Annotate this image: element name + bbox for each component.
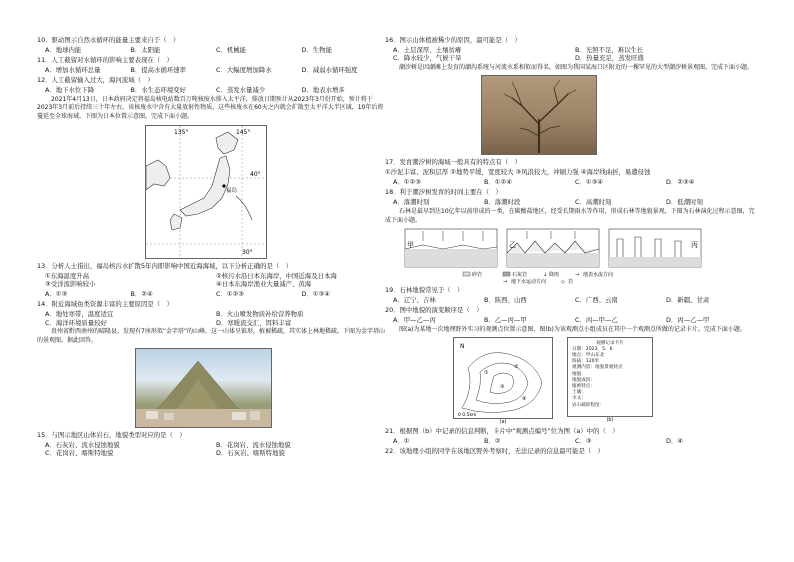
svg-text:丙: 丙 [691, 241, 698, 250]
kyushu-shape [170, 214, 182, 230]
passage-field-trip: 图(a)为某地一次地理野外实习的观测点位置示意图，图(b)为该观测点小组成员在其中一个观测点所做的记录卡片。完成下面小题。 [399, 326, 746, 333]
panel-jia [405, 229, 497, 267]
q17-options [393, 178, 757, 186]
q13-options [45, 290, 387, 298]
q11-options [45, 66, 387, 74]
svg-text:↓: ↓ [543, 272, 548, 279]
svg-text:①: ① [484, 369, 489, 376]
svg-text:石灰岩: 石灰岩 [512, 272, 528, 279]
q19-option-b[interactable]: B．陕西、山西 [484, 296, 527, 305]
q11-option-b[interactable]: B．提高水循环速率 [130, 65, 187, 74]
q15-option-a[interactable]: A．石灰岩、流水侵蚀地貌 [45, 440, 120, 449]
q22-stem: 22．该地理小组的同学在该地区野外考察时，无法记录的信息最可能是（ ） [385, 447, 605, 456]
svg-text:岩: 岩 [568, 279, 574, 286]
q10-option-c[interactable]: C．机械能 [216, 45, 247, 54]
q20-options [393, 316, 757, 324]
q13-item-4: ④日本东海岸渔业大量减产、黄海 [216, 280, 312, 289]
svg-text:地表水流方向: 地表水流方向 [583, 272, 614, 279]
svg-text:②: ② [514, 363, 519, 370]
q20-option-c[interactable]: C．丙—甲—乙 [575, 316, 618, 325]
q14-option-c[interactable]: C．海洋环境质量较好 [45, 318, 107, 327]
q17-stem: 17．发育潮汐树的海域一般具有的特点有（ ） [385, 158, 521, 167]
q16-option-d[interactable]: D．热量充足，蒸发旺盛 [575, 54, 644, 63]
card-line: 水文： [572, 396, 586, 402]
q12-option-a[interactable]: A．地下水位下降 [45, 85, 95, 94]
q18-options [393, 198, 757, 206]
q11-option-c[interactable]: C．大幅度增加降水 [216, 65, 272, 74]
left-column [37, 36, 387, 459]
q21-option-b[interactable]: B．② [484, 437, 501, 446]
q11-option-d[interactable]: D．减弱水循环强度 [301, 65, 358, 74]
q11-option-a[interactable]: A．增加水循环总量 [45, 65, 101, 74]
figure-a-caption: (a) [499, 418, 507, 425]
contour-map-svg [454, 338, 552, 418]
q11-stem: 11．人工截留对水循环的影响主要表现在（ ） [37, 55, 173, 64]
q10-options [45, 46, 387, 54]
q12-option-c[interactable]: C．蒸发水量减少 [216, 85, 266, 94]
q15-option-b[interactable]: B．花岗岩、流水侵蚀地貌 [216, 440, 291, 449]
svg-text:甲: 甲 [407, 241, 414, 250]
card-line: 观测内容：地貌景观特点 [572, 365, 623, 371]
q14-option-d[interactable]: D．寒暖流交汇，饵料丰富 [216, 318, 292, 327]
q13-item-3: ③受洋流影响较小 [45, 280, 96, 289]
q10-option-d[interactable]: D．生物能 [301, 45, 332, 54]
panel-bing [609, 229, 701, 267]
q21-stem: 21．根据图（b）中记录的信息判断，卡片中“观测点编号”位为图（a）中的（ ） [385, 427, 619, 436]
q18-stem: 18．利于潮汐树发育的时间主要在（ ） [385, 187, 502, 196]
q20-option-b[interactable]: B．乙—丙—甲 [484, 316, 527, 325]
q18-option-a[interactable]: A．落潮时刻 [393, 197, 430, 206]
figure-a [453, 337, 553, 426]
japan-location-map [145, 125, 267, 259]
q21-option-a[interactable]: A．① [393, 437, 410, 446]
hokkaido-shape [216, 132, 238, 154]
q14-option-a[interactable]: A．地处寒带，温度适宜 [45, 310, 114, 319]
card-line: 土壤： [572, 390, 586, 396]
svg-text:0 0.5km: 0 0.5km [458, 412, 477, 418]
card-line: 植被特点： [572, 384, 595, 389]
contour-map [453, 337, 553, 419]
tidal-tree-photo [481, 75, 597, 155]
svg-text:→: → [575, 272, 580, 279]
svg-text:砂岩: 砂岩 [472, 272, 483, 279]
q13-items [45, 272, 387, 289]
q10-option-b[interactable]: B．太阳能 [130, 45, 161, 54]
diagram-legend [463, 271, 613, 285]
svg-text:乙: 乙 [509, 241, 516, 250]
card-line: 地貌： [572, 371, 586, 377]
q15-stem: 15．与图示地区山体岩石，地貌类型对应的是（ ） [37, 430, 186, 439]
mountain-svg [136, 349, 271, 427]
q13-stem: 13．分析人士指出，福岛核污水扩散5年内即影响中国近海海域，以下分析正确的是（ ） [37, 261, 293, 270]
q20-option-a[interactable]: A．甲—乙—丙 [393, 316, 436, 325]
q16-option-c[interactable]: C．降水较少，气候干旱 [393, 54, 462, 63]
q16-options [393, 46, 757, 63]
q12-option-d[interactable]: D．地表水增多 [301, 85, 345, 94]
passage-fukushima: 2021年4月13日，日本政府决定将福岛核电站数百万吨核废水排入太平洋，排放日期预计从2023年3月份开始，预计将于2023年3月前后持续三十年左右。该核废水中含有大量放射性物质，这些核废水在60天之内就会扩散至太平洋大半区域，10年后将蔓延至全球海域。下图为日本位置示意图。完成下面小题。 [37, 95, 384, 121]
q19-stem: 19．石林地貌常见于（ ） [385, 286, 464, 295]
stone-forest-svg [403, 227, 703, 285]
q18-option-d[interactable]: D．低潮时刻 [666, 197, 703, 206]
q18-option-b[interactable]: B．落潮时段 [484, 197, 521, 206]
q10-stem: 10．驱动图示自然水循环的能量主要来自于（ ） [37, 36, 180, 44]
japan-map-svg [146, 126, 266, 258]
q14-stem: 14．附近海域鱼类资源丰富的主要原因是（ ） [37, 300, 173, 309]
korea-peninsula-shape [146, 160, 170, 190]
q13-option-d[interactable]: D．①③④ [301, 290, 330, 299]
q13-item-2: ②核污水沿日本东海岸，中国近海及日本海 [216, 271, 337, 280]
svg-text:N: N [460, 342, 465, 350]
q17-option-b[interactable]: B．①②④ [484, 177, 512, 186]
q21-option-d[interactable]: D．④ [666, 437, 684, 446]
q15-options [45, 441, 387, 458]
card-line: 日期：2023．5．6 [572, 346, 613, 352]
q14-option-b[interactable]: B．火山喷发物质补给营养物质 [216, 310, 304, 319]
q14-options [45, 310, 387, 327]
q20-stem: 20．图中地貌的演变顺序是（ ） [385, 306, 483, 315]
q21-option-c[interactable]: C．③ [575, 437, 592, 446]
q16-option-a[interactable]: A．土层深厚，土壤贫瘠 [393, 45, 462, 54]
q12-options [45, 86, 387, 94]
card-line: 海拔：120米 [572, 359, 600, 365]
q19-option-d[interactable]: D．新疆、甘肃 [666, 296, 710, 305]
q19-options [393, 296, 757, 304]
q13-option-a[interactable]: A．①③ [45, 290, 68, 299]
card-line: 地貌成因： [572, 377, 595, 383]
panel-yi [507, 229, 599, 267]
svg-text:降雨: 降雨 [549, 272, 560, 279]
observation-card [567, 337, 653, 417]
q13-option-b[interactable]: B．②④ [130, 290, 153, 299]
q17-line1: ①沙泥丰富、泥积层厚 ②地势平缓，宽度较大 ③风浪较大，冲刷力强 ④海岸线曲折，易遭侵蚀 [385, 168, 651, 176]
card-title: 观测记录卡片 [596, 340, 624, 346]
q19-option-c[interactable]: C．广西、云南 [575, 296, 618, 305]
svg-text:→: → [503, 279, 508, 286]
map-label-lon2: 145° [236, 128, 251, 136]
q15-option-d[interactable]: D．石灰岩、喀斯特地貌 [216, 449, 285, 458]
q17-option-a[interactable]: A．①②③ [393, 177, 421, 186]
q21-options [393, 437, 757, 445]
tidal-tree-svg [482, 76, 596, 154]
svg-text:◇: ◇ [561, 279, 565, 286]
q17-option-d[interactable]: D．②③④ [666, 177, 695, 186]
passage-pyramid-mountain: 贵州省黔西南州的晴隆县，发现有7座形似“金字塔”的山峰。这一山体呈锥形，植被稀疏，其实体上林地稀疏。下图为金字塔山的景观图。据此回答。 [37, 328, 386, 345]
q10-option-a[interactable]: A．地球内能 [45, 45, 82, 54]
q17-option-c[interactable]: C．①③④ [575, 177, 604, 186]
map-label-lon1: 135° [174, 128, 189, 136]
field-trip-figures [453, 337, 757, 426]
svg-text:④: ④ [522, 395, 527, 402]
q16-stem: 16．图示山体植被稀少的原因，最可能是（ ） [385, 36, 521, 44]
svg-text:③: ③ [500, 383, 505, 390]
map-label-lat2: 30° [242, 248, 253, 256]
figure-b [567, 337, 653, 426]
q12-stem: 12．人工截留输入过大，海河流域（ ） [37, 75, 154, 84]
q20-option-d[interactable]: D．丙—乙—甲 [666, 316, 710, 325]
current-arrow [236, 196, 252, 220]
q15-option-c[interactable]: C．花岗岩、喀斯特地貌 [45, 449, 114, 458]
q19-option-a[interactable]: A．辽宁、吉林 [393, 296, 436, 305]
q16-option-b[interactable]: B．光照不足，难以生长 [575, 45, 644, 54]
passage-tidal-tree: 潮汐树是因潮滩上发育的潮沟系统与河流水系相似而得名，如图为我国某海口区附近的一棵罕见的大型潮汐树景观图。完成下面小题。 [399, 64, 754, 72]
q13-item-1: ①东海温度升高 [45, 271, 90, 280]
right-column [385, 36, 757, 457]
q18-option-c[interactable]: C．高潮时刻 [575, 197, 612, 206]
stone-forest-diagram [403, 227, 703, 285]
card-line: 地点：甲山东北 [572, 353, 605, 359]
pyramid-mountain-photo [135, 348, 272, 428]
q13-option-c[interactable]: C．①②③ [216, 290, 245, 299]
map-label-lat1: 40° [250, 170, 261, 178]
card-line: 岩石破碎程度： [572, 402, 605, 408]
q12-option-b[interactable]: B．水生态环境变好 [130, 85, 187, 94]
svg-text:地下水运动方向: 地下水运动方向 [511, 279, 547, 286]
map-label-fukushima: 福岛 [226, 187, 238, 194]
passage-stone-forest: 石林是最早到达10亿年以前形成的一类，在碳酸盐地区，经受长期雨水等作用，形成石林等地貌景观，下图为石林演化过程示意图，完成下面小题。 [385, 207, 755, 224]
figure-b-caption: (b) [606, 416, 614, 423]
